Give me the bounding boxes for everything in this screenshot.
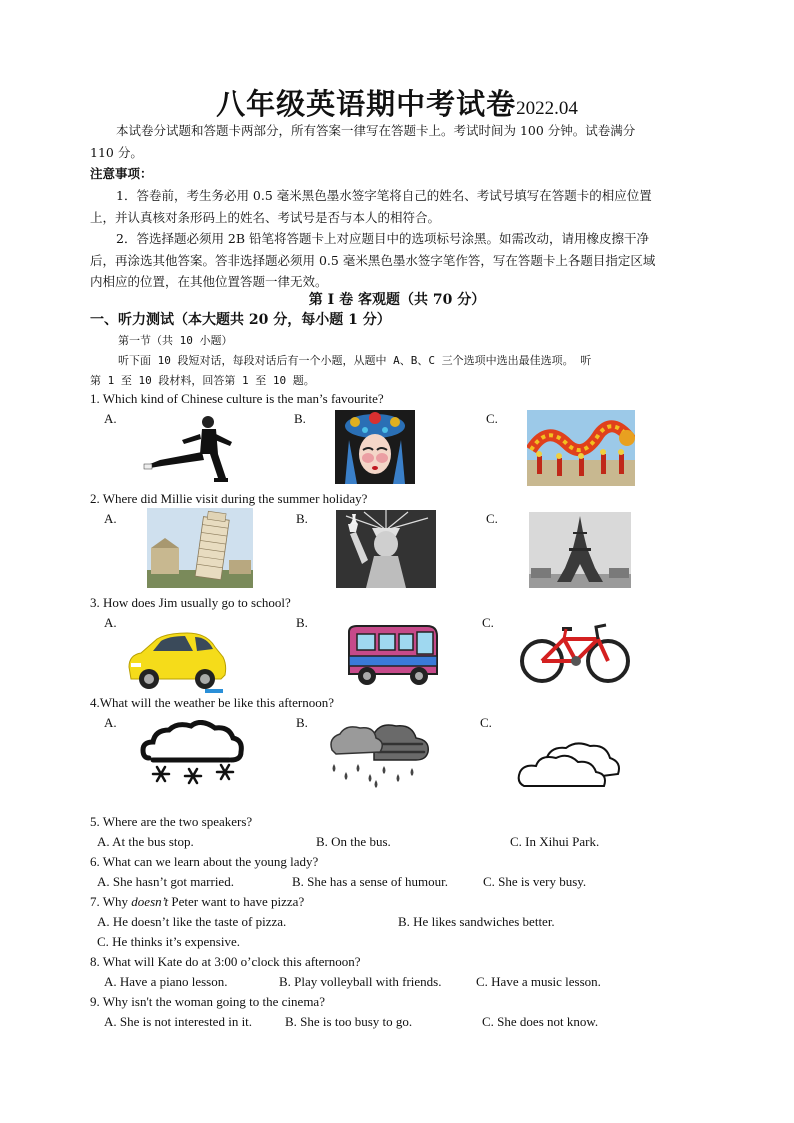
question-8: 8. What will Kate do at 3:00 o’clock this afternoon? — [90, 954, 361, 969]
bus-image — [343, 620, 443, 688]
question-5: 5. Where are the two speakers? — [90, 814, 253, 829]
q2-option-c: C. — [486, 511, 498, 526]
notice-item-2a: 2．答选择题必须用 2B 铅笔将答题卡上对应题目中的选项标号涂黑。如需改动，请用橡皮擦干净 — [116, 231, 650, 246]
q7-option-b: B. He likes sandwiches better. — [398, 914, 555, 929]
q4-option-a: A. — [104, 715, 117, 730]
q7-option-a: A. He doesn’t like the taste of pizza. — [97, 914, 287, 929]
statue-of-liberty-image — [336, 510, 436, 588]
notice-item-2b: 后，再涂选其他答案。答非选择题必须用 0.5 毫米黑色墨水签字笔作答，写在答题卡上各题目指定区域 — [90, 253, 656, 268]
rain-cloud-icon — [324, 720, 434, 790]
question-2: 2. Where did Millie visit during the summer holiday? — [90, 491, 368, 506]
q2-option-b: B. — [296, 511, 308, 526]
sub-title: 第一节（共 10 小题） — [118, 334, 233, 347]
q5-option-b: B. On the bus. — [316, 834, 391, 849]
eiffel-tower-image — [529, 512, 631, 588]
intro-line-1: 本试卷分试题和答题卡两部分，所有答案一律写在答题卡上。考试时间为 100 分钟。试卷满分 — [116, 123, 636, 138]
q3-option-c: C. — [482, 615, 494, 630]
notice-item-1a: 1．答卷前，考生务必用 0.5 毫米黑色墨水签字笔将自己的姓名、考试号填写在答题卡的相应位置 — [116, 188, 652, 203]
q8-option-b: B. Play volleyball with friends. — [279, 974, 442, 989]
q5-option-a: A. At the bus stop. — [97, 834, 194, 849]
yellow-car-image — [123, 625, 229, 695]
question-4: 4.What will the weather be like this afternoon? — [90, 695, 335, 710]
q4-option-b: B. — [296, 715, 308, 730]
cloudy-icon — [516, 740, 624, 800]
q8-option-a: A. Have a piano lesson. — [104, 974, 228, 989]
question-9: 9. Why isn't the woman going to the cinema? — [90, 994, 325, 1009]
q1-option-a: A. — [104, 411, 117, 426]
instructions-2: 第 1 至 10 段材料，回答第 1 至 10 题。 — [90, 374, 315, 387]
notice-heading: 注意事项： — [90, 166, 153, 181]
title-text: 八年级英语期中考试卷 — [216, 87, 517, 121]
title-date: 2022.04 — [516, 98, 578, 119]
q1-option-b: B. — [294, 411, 306, 426]
intro-line-2: 110 分。 — [90, 145, 143, 160]
part-title: 第 I 卷 客观题（共 70 分） — [308, 292, 486, 308]
q1-option-c: C. — [486, 411, 498, 426]
q5-option-c: C. In Xihui Park. — [510, 834, 600, 849]
q7-text-pre: 7. Why — [90, 894, 132, 909]
q7-option-c: C. He thinks it’s expensive. — [97, 934, 240, 949]
q7-text-post: Peter want to have pizza? — [168, 894, 305, 909]
snow-cloud-icon — [139, 720, 245, 788]
bicycle-image — [518, 617, 632, 687]
dragon-dance-image — [527, 410, 635, 486]
q6-option-b: B. She has a sense of humour. — [292, 874, 448, 889]
q7-text-emphasis: doesn’t — [131, 894, 169, 909]
q9-option-b: B. She is too busy to go. — [285, 1014, 413, 1029]
notice-item-1b: 上，并认真核对条形码上的姓名、考试号是否与本人的相符合。 — [90, 210, 441, 225]
listening-title: 一、听力测试（本大题共 20 分，每小题 1 分） — [90, 312, 391, 328]
q9-option-c: C. She does not know. — [482, 1014, 599, 1029]
question-7 — [90, 894, 304, 910]
question-1: 1. Which kind of Chinese culture is the man’s favourite? — [90, 391, 384, 406]
notice-item-2c: 内相应的位置，在其他位置答题一律无效。 — [90, 274, 328, 289]
leaning-tower-image — [147, 508, 253, 588]
q6-option-a: A. She hasn’t got married. — [97, 874, 234, 889]
q8-option-c: C. Have a music lesson. — [476, 974, 601, 989]
question-6: 6. What can we learn about the young lady? — [90, 854, 319, 869]
q6-option-c: C. She is very busy. — [483, 874, 587, 889]
question-3: 3. How does Jim usually go to school? — [90, 595, 291, 610]
q2-option-a: A. — [104, 511, 117, 526]
q3-option-a: A. — [104, 615, 117, 630]
q4-option-c: C. — [480, 715, 492, 730]
kung-fu-kick-image — [138, 412, 242, 484]
instructions-1: 听下面 10 段短对话，每段对话后有一个小题，从题中 A、B、C 三个选项中选出最佳选项。 听 — [118, 354, 592, 367]
page-title — [0, 82, 794, 123]
q3-option-b: B. — [296, 615, 308, 630]
q9-option-a: A. She is not interested in it. — [104, 1014, 253, 1029]
peking-opera-mask-image — [335, 410, 415, 484]
